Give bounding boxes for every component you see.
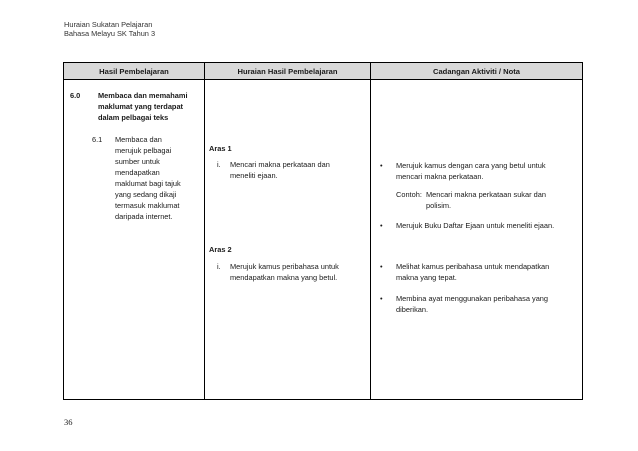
cell-cadangan xyxy=(371,80,583,400)
doc-header-title: Huraian Sukatan Pelajaran xyxy=(64,20,153,29)
sub-outcome-line-7: termasuk maklumat xyxy=(115,201,180,210)
bullet-icon: • xyxy=(380,161,383,170)
example-label: Contoh: xyxy=(396,190,422,199)
sub-outcome-line-6: yang sedang dikaji xyxy=(115,190,177,199)
sub-outcome-line-3: sumber untuk xyxy=(115,157,160,166)
page-number: 36 xyxy=(64,417,73,427)
sub-outcome-line-8: daripada internet. xyxy=(115,212,173,221)
sub-outcome-line-1: Membaca dan xyxy=(115,135,162,144)
syllabus-table xyxy=(63,62,583,400)
cell-hasil xyxy=(64,80,205,400)
note-3-line-1: Melihat kamus peribahasa untuk mendapatkan xyxy=(396,262,550,271)
cell-huraian xyxy=(205,80,371,400)
doc-header-subtitle: Bahasa Melayu SK Tahun 3 xyxy=(64,29,156,38)
level-2-title: Aras 2 xyxy=(209,245,232,254)
sub-outcome-line-5: maklumat bagi tajuk xyxy=(115,179,181,188)
note-2: Merujuk Buku Daftar Ejaan untuk meneliti ejaan. xyxy=(396,221,555,230)
main-outcome-line-1: Membaca dan memahami xyxy=(98,91,188,100)
example-line-1: Mencari makna perkataan sukar dan xyxy=(426,190,546,199)
sub-outcome-line-4: mendapatkan xyxy=(115,168,160,177)
note-3-line-2: makna yang tepat. xyxy=(396,273,457,282)
col-header-huraian: Huraian Hasil Pembelajaran xyxy=(205,63,371,80)
level-1-item-number: i. xyxy=(217,160,221,169)
bullet-icon: • xyxy=(380,294,383,303)
bullet-icon: • xyxy=(380,262,383,271)
level-1-item-line-2: meneliti ejaan. xyxy=(230,171,278,180)
level-2-item-line-2: mendapatkan makna yang betul. xyxy=(230,273,338,282)
sub-outcome-number: 6.1 xyxy=(92,135,103,144)
col-header-hasil: Hasil Pembelajaran xyxy=(64,63,205,80)
level-1-item-line-1: Mencari makna perkataan dan xyxy=(230,160,330,169)
table-header-row xyxy=(64,63,583,80)
note-1-line-1: Merujuk kamus dengan cara yang betul untuk xyxy=(396,161,546,170)
main-outcome-number: 6.0 xyxy=(70,91,81,100)
level-2-item-line-1: Merujuk kamus peribahasa untuk xyxy=(230,262,339,271)
note-1-line-2: mencari makna perkataan. xyxy=(396,172,484,181)
note-4-line-1: Membina ayat menggunakan peribahasa yang xyxy=(396,294,549,303)
col-header-cadangan: Cadangan Aktiviti / Nota xyxy=(371,63,583,80)
bullet-icon: • xyxy=(380,221,383,230)
table-row xyxy=(64,80,583,400)
level-2-item-number: i. xyxy=(217,262,221,271)
main-outcome-line-3: dalam pelbagai teks xyxy=(98,113,169,122)
example-line-2: polisim. xyxy=(426,201,452,210)
note-4-line-2: diberikan. xyxy=(396,305,429,314)
main-outcome-line-2: maklumat yang terdapat xyxy=(98,102,184,111)
sub-outcome-line-2: merujuk pelbagai xyxy=(115,146,172,155)
level-1-title: Aras 1 xyxy=(209,144,232,153)
